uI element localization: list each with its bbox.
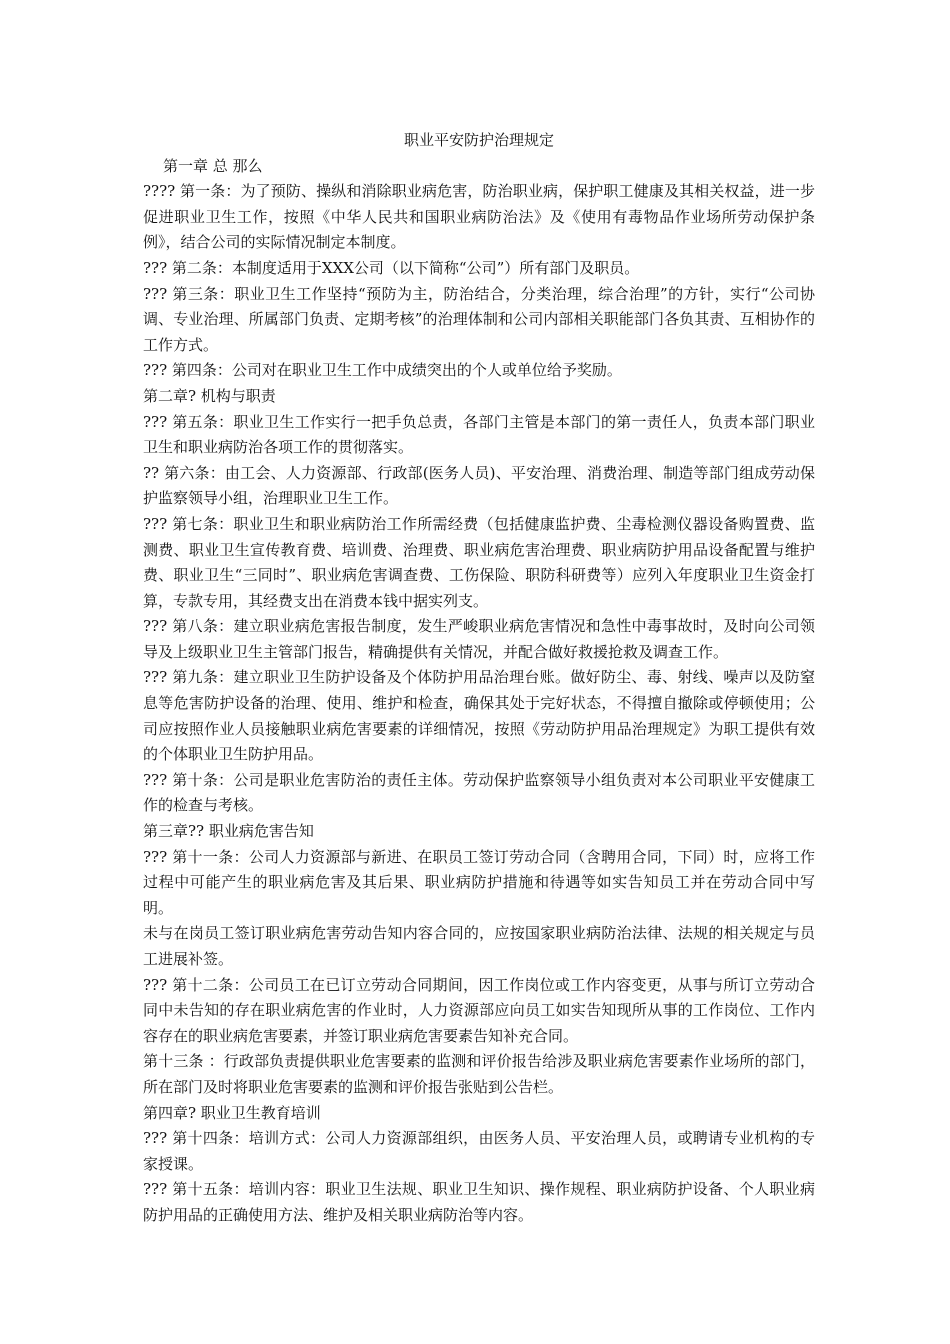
- article-8: ??? 第八条：建立职业病危害报告制度，发生严峻职业病危害情况和急性中毒事故时，及时向公司领导及上级职业卫生主管部门报告，精确提供有关情况，并配合做好救援抢救及调查工作。: [143, 617, 815, 661]
- article-3: ??? 第三条：职业卫生工作坚持“预防为主，防治结合，分类治理，综合治理”的方针，实行“公司协调、专业治理、所属部门负责、定期考核”的治理体制和公司内部相关职能部门各负其责、互相协作的工作方式。: [143, 284, 815, 354]
- article-12: ??? 第十二条：公司员工在已订立劳动合同期间，因工作岗位或工作内容变更，从事与所订立劳动合同中未告知的存在职业病危害的作业时，人力资源部应向员工如实告知现所从事的工作岗位、工作内容存在的职业病危害要素，并签订职业病危害要素告知补充合同。: [143, 975, 815, 1045]
- chapter-1-heading: 第一章 总 那么: [163, 156, 263, 175]
- article-10: ??? 第十条：公司是职业危害防治的责任主体。劳动保护监察领导小组负责对本公司职业平安健康工作的检查与考核。: [143, 770, 815, 815]
- article-15: ??? 第十五条：培训内容：职业卫生法规、职业卫生知识、操作规程、职业病防护设备、个人职业病防护用品的正确使用方法、维护及相关职业病防治等内容。: [143, 1180, 815, 1224]
- article-4: ??? 第四条：公司对在职业卫生工作中成绩突出的个人或单位给予奖励。: [143, 361, 622, 380]
- chapter-2-heading: 第二章? 机构与职责: [143, 386, 276, 405]
- article-5: ??? 第五条：职业卫生工作实行一把手负总责，各部门主管是本部门的第一责任人，负责本部门职业卫生和职业病防治各项工作的贯彻落实。: [143, 412, 815, 457]
- chapter-3-heading: 第三章?? 职业病危害告知: [143, 822, 314, 841]
- article-9: ??? 第九条：建立职业卫生防护设备及个体防护用品治理台账。做好防尘、毒、射线、噪声以及防窒息等危害防护设备的治理、使用、维护和检查，确保其处于完好状态，不得擅自撤除或停顿使用；公司应按照作业人员接触职业病危害要素的详细情况，按照《劳动防护用品治理规定》为职工提供有效的个体职业卫生防护用品。: [143, 668, 815, 764]
- article-11-supplement: 未与在岗员工签订职业病危害劳动告知内容合同的，应按国家职业病防治法律、法规的相关规定与员工进展补签。: [143, 924, 815, 968]
- article-7: ??? 第七条：职业卫生和职业病防治工作所需经费（包括健康监护费、尘毒检测仪器设备购置费、监测费、职业卫生宣传教育费、培训费、治理费、职业病危害治理费、职业病防护用品设备配置与维护费、职业卫生“三同时”、职业病危害调查费、工伤保险、职防科研费等）应列入年度职业卫生资金打算，专款专用，其经费支出在消费本钱中据实列支。: [143, 514, 815, 610]
- article-2: ??? 第二条：本制度适用于XXX公司（以下简称“公司”）所有部门及职员。: [143, 258, 640, 277]
- chapter-4-heading: 第四章? 职业卫生教育培训: [143, 1103, 321, 1122]
- document-title: 职业平安防护治理规定: [403, 131, 554, 149]
- article-14: ??? 第十四条：培训方式：公司人力资源部组织，由医务人员、平安治理人员，或聘请专业机构的专家授课。: [143, 1129, 815, 1173]
- document-page: [143, 128, 815, 1229]
- article-1: ???? 第一条：为了预防、操纵和消除职业病危害，防治职业病，保护职工健康及其相关权益，进一步促进职业卫生工作，按照《中华人民共和国职业病防治法》及《使用有毒物品作业场所劳动保护条例》，结合公司的实际情况制定本制度。: [143, 182, 815, 252]
- article-13: 第十三条 ：行政部负责提供职业危害要素的监测和评价报告给涉及职业病危害要素作业场所的部门，所在部门及时将职业危害要素的监测和评价报告张贴到公告栏。: [143, 1052, 815, 1096]
- article-6: ?? 第六条：由工会、人力资源部、行政部(医务人员)、平安治理、消费治理、制造等部门组成劳动保护监察领导小组，治理职业卫生工作。: [143, 463, 815, 508]
- article-11: ??? 第十一条：公司人力资源部与新进、在职员工签订劳动合同（含聘用合同，下同）时，应将工作过程中可能产生的职业病危害及其后果、职业病防护措施和待遇等如实告知员工并在劳动合同中写明。: [143, 847, 815, 917]
